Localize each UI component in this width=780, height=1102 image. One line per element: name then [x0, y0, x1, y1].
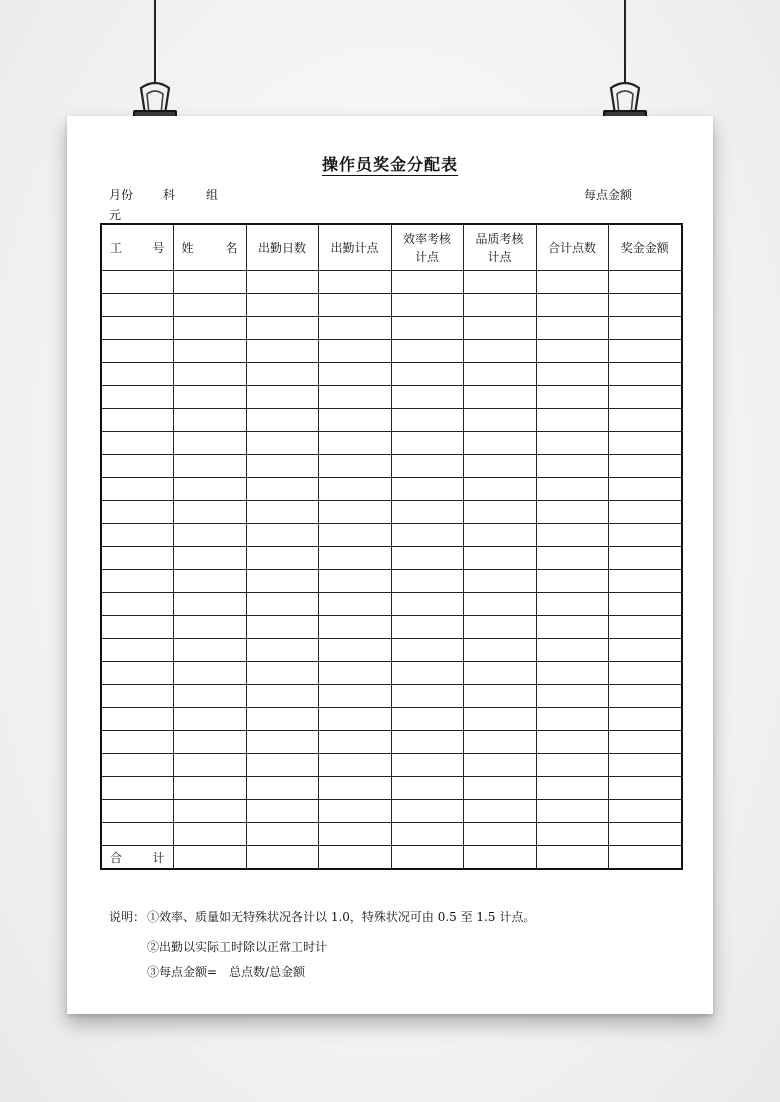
- table-row: [101, 754, 682, 777]
- column-header-line: 计点: [487, 249, 512, 264]
- table-cell[interactable]: [318, 501, 391, 524]
- table-cell[interactable]: [463, 570, 536, 593]
- table-cell[interactable]: [246, 777, 318, 800]
- table-cell[interactable]: [608, 754, 682, 777]
- table-row: [101, 800, 682, 823]
- table-cell[interactable]: [608, 409, 682, 432]
- table-row: [101, 708, 682, 731]
- table-cell[interactable]: [318, 409, 391, 432]
- table-cell[interactable]: [463, 662, 536, 685]
- table-cell[interactable]: [608, 386, 682, 409]
- table-cell[interactable]: [391, 340, 463, 363]
- table-cell[interactable]: [391, 455, 463, 478]
- table-cell[interactable]: [608, 777, 682, 800]
- point-amount-field-label: 每点金额: [584, 188, 633, 202]
- table-cell[interactable]: [536, 455, 608, 478]
- table-cell[interactable]: [318, 823, 391, 846]
- table-cell[interactable]: [246, 685, 318, 708]
- table-cell[interactable]: [246, 639, 318, 662]
- table-cell[interactable]: [318, 317, 391, 340]
- table-cell[interactable]: [173, 708, 246, 731]
- table-cell[interactable]: [536, 754, 608, 777]
- table-cell[interactable]: [318, 777, 391, 800]
- column-header-line: 出勤日数: [257, 240, 306, 255]
- table-row: [101, 294, 682, 317]
- table-cell[interactable]: [318, 685, 391, 708]
- table-cell[interactable]: [463, 340, 536, 363]
- table-cell[interactable]: [463, 547, 536, 570]
- table-cell[interactable]: [101, 478, 173, 501]
- table-cell[interactable]: [463, 478, 536, 501]
- table-cell[interactable]: [246, 271, 318, 294]
- table-cell[interactable]: [536, 294, 608, 317]
- column-header-line: 奖金金额: [620, 240, 669, 255]
- table-cell[interactable]: [463, 616, 536, 639]
- table-cell[interactable]: [608, 294, 682, 317]
- table-cell[interactable]: [391, 409, 463, 432]
- table-cell[interactable]: [536, 823, 608, 846]
- column-header-1: [101, 224, 173, 271]
- table-cell[interactable]: [246, 823, 318, 846]
- table-cell[interactable]: [318, 294, 391, 317]
- table-cell[interactable]: [463, 731, 536, 754]
- table-cell[interactable]: [246, 340, 318, 363]
- table-cell[interactable]: [463, 639, 536, 662]
- total-cell[interactable]: [608, 846, 682, 870]
- table-cell[interactable]: [318, 708, 391, 731]
- paper-sheet: [67, 116, 713, 1014]
- table-cell[interactable]: [608, 432, 682, 455]
- table-cell[interactable]: [101, 777, 173, 800]
- table-cell[interactable]: [391, 616, 463, 639]
- total-cell[interactable]: [463, 846, 536, 870]
- table-row: [101, 662, 682, 685]
- table-cell[interactable]: [391, 685, 463, 708]
- table-cell[interactable]: [101, 501, 173, 524]
- table-cell[interactable]: [391, 478, 463, 501]
- table-cell[interactable]: [536, 317, 608, 340]
- table-cell[interactable]: [463, 271, 536, 294]
- column-header-line: 出勤计点: [330, 240, 379, 255]
- table-cell[interactable]: [318, 754, 391, 777]
- table-cell[interactable]: [246, 501, 318, 524]
- table-cell[interactable]: [101, 708, 173, 731]
- column-header-line: 计点: [414, 249, 439, 264]
- table-cell[interactable]: [318, 662, 391, 685]
- table-cell[interactable]: [173, 662, 246, 685]
- table-row: [101, 432, 682, 455]
- table-cell[interactable]: [173, 800, 246, 823]
- column-header-2: [173, 224, 246, 271]
- table-row: [101, 639, 682, 662]
- total-label-char: 计: [152, 850, 165, 865]
- table-cell[interactable]: [391, 294, 463, 317]
- table-cell[interactable]: [173, 271, 246, 294]
- table-cell[interactable]: [463, 386, 536, 409]
- table-cell[interactable]: [391, 823, 463, 846]
- total-cell[interactable]: [391, 846, 463, 870]
- table-cell[interactable]: [318, 386, 391, 409]
- table-cell[interactable]: [246, 478, 318, 501]
- table-cell[interactable]: [246, 547, 318, 570]
- table-cell[interactable]: [463, 317, 536, 340]
- table-cell[interactable]: [101, 616, 173, 639]
- table-cell[interactable]: [391, 432, 463, 455]
- month-field-label: 月份: [109, 188, 134, 202]
- table-cell[interactable]: [608, 593, 682, 616]
- table-cell[interactable]: [246, 432, 318, 455]
- table-cell[interactable]: [463, 363, 536, 386]
- table-row: [101, 593, 682, 616]
- table-row: [101, 616, 682, 639]
- column-header-char: 工: [110, 240, 123, 255]
- table-cell[interactable]: [391, 708, 463, 731]
- total-label-cell: [101, 846, 173, 870]
- table-cell[interactable]: [608, 800, 682, 823]
- hanging-string-left: [154, 0, 156, 84]
- table-cell[interactable]: [318, 340, 391, 363]
- table-cell[interactable]: [536, 386, 608, 409]
- table-cell[interactable]: [463, 501, 536, 524]
- table-cell[interactable]: [173, 593, 246, 616]
- table-cell[interactable]: [391, 800, 463, 823]
- table-cell[interactable]: [318, 800, 391, 823]
- table-cell[interactable]: [391, 731, 463, 754]
- table-cell[interactable]: [173, 731, 246, 754]
- table-header-row: [101, 224, 682, 271]
- table-row: [101, 731, 682, 754]
- table-cell[interactable]: [608, 547, 682, 570]
- table-cell[interactable]: [608, 708, 682, 731]
- table-row: [101, 685, 682, 708]
- table-cell[interactable]: [391, 363, 463, 386]
- table-cell[interactable]: [536, 708, 608, 731]
- total-row: [101, 846, 682, 870]
- table-cell[interactable]: [101, 754, 173, 777]
- table-cell[interactable]: [391, 662, 463, 685]
- table-cell[interactable]: [246, 455, 318, 478]
- table-row: [101, 363, 682, 386]
- table-row: [101, 524, 682, 547]
- table-cell[interactable]: [246, 708, 318, 731]
- table-cell[interactable]: [173, 340, 246, 363]
- page-title: 操作员奖金分配表: [321, 155, 458, 174]
- column-header-8: [608, 224, 682, 271]
- table-cell[interactable]: [173, 455, 246, 478]
- table-row: [101, 547, 682, 570]
- table-cell[interactable]: [463, 800, 536, 823]
- table-cell[interactable]: [463, 524, 536, 547]
- table-cell[interactable]: [608, 685, 682, 708]
- table-cell[interactable]: [101, 317, 173, 340]
- table-cell[interactable]: [608, 731, 682, 754]
- table-cell[interactable]: [246, 409, 318, 432]
- table-row: [101, 478, 682, 501]
- column-header-6: [463, 224, 536, 271]
- table-cell[interactable]: [318, 570, 391, 593]
- table-cell[interactable]: [463, 432, 536, 455]
- table-cell[interactable]: [608, 363, 682, 386]
- table-cell[interactable]: [173, 317, 246, 340]
- total-cell[interactable]: [173, 846, 246, 870]
- table-cell[interactable]: [173, 777, 246, 800]
- table-cell[interactable]: [318, 547, 391, 570]
- table-cell[interactable]: [463, 685, 536, 708]
- table-cell[interactable]: [173, 570, 246, 593]
- table-cell[interactable]: [536, 363, 608, 386]
- table-cell[interactable]: [173, 501, 246, 524]
- table-row: [101, 823, 682, 846]
- table-cell[interactable]: [391, 271, 463, 294]
- table-cell[interactable]: [536, 524, 608, 547]
- table-cell[interactable]: [246, 524, 318, 547]
- total-cell[interactable]: [318, 846, 391, 870]
- table-cell[interactable]: [536, 662, 608, 685]
- table-cell[interactable]: [536, 478, 608, 501]
- table-cell[interactable]: [318, 616, 391, 639]
- table-cell[interactable]: [536, 616, 608, 639]
- table-cell[interactable]: [536, 731, 608, 754]
- column-header-line: 效率考核: [402, 231, 451, 246]
- table-cell[interactable]: [173, 754, 246, 777]
- currency-unit-label: 元: [109, 208, 122, 222]
- table-cell[interactable]: [101, 570, 173, 593]
- table-cell[interactable]: [318, 593, 391, 616]
- table-row: [101, 455, 682, 478]
- table-cell[interactable]: [608, 823, 682, 846]
- table-cell[interactable]: [318, 639, 391, 662]
- table-cell[interactable]: [246, 317, 318, 340]
- table-cell[interactable]: [173, 363, 246, 386]
- table-cell[interactable]: [101, 823, 173, 846]
- column-header-char: 名: [225, 240, 238, 255]
- table-cell[interactable]: [246, 593, 318, 616]
- table-cell[interactable]: [391, 386, 463, 409]
- table-cell[interactable]: [608, 501, 682, 524]
- total-label-char: 合: [110, 850, 123, 865]
- table-cell[interactable]: [173, 524, 246, 547]
- table-cell[interactable]: [536, 409, 608, 432]
- table-cell[interactable]: [536, 570, 608, 593]
- table-cell[interactable]: [608, 616, 682, 639]
- table-cell[interactable]: [318, 731, 391, 754]
- column-header-3: [246, 224, 318, 271]
- note-item-2: ②出勤以实际工时除以正常工时计: [147, 940, 328, 954]
- table-cell[interactable]: [391, 777, 463, 800]
- table-cell[interactable]: [318, 363, 391, 386]
- table-row: [101, 386, 682, 409]
- table-cell[interactable]: [318, 524, 391, 547]
- table-row: [101, 317, 682, 340]
- table-cell[interactable]: [173, 432, 246, 455]
- table-cell[interactable]: [608, 271, 682, 294]
- table-cell[interactable]: [101, 731, 173, 754]
- column-header-4: [318, 224, 391, 271]
- table-cell[interactable]: [101, 455, 173, 478]
- column-header-line: 品质考核: [475, 231, 524, 246]
- table-cell[interactable]: [391, 501, 463, 524]
- hanging-string-right: [624, 0, 626, 84]
- table-cell[interactable]: [608, 524, 682, 547]
- table-cell[interactable]: [101, 593, 173, 616]
- table-cell[interactable]: [608, 639, 682, 662]
- table-cell[interactable]: [101, 363, 173, 386]
- table-cell[interactable]: [608, 478, 682, 501]
- total-cell[interactable]: [246, 846, 318, 870]
- table-cell[interactable]: [463, 409, 536, 432]
- table-cell[interactable]: [246, 386, 318, 409]
- group-field-label: 组: [206, 188, 219, 202]
- table-cell[interactable]: [173, 478, 246, 501]
- table-row: [101, 501, 682, 524]
- table-cell[interactable]: [463, 708, 536, 731]
- table-cell[interactable]: [173, 547, 246, 570]
- table-row: [101, 340, 682, 363]
- table-cell[interactable]: [101, 524, 173, 547]
- column-header-7: [536, 224, 608, 271]
- table-row: [101, 570, 682, 593]
- department-field-label: 科: [163, 188, 176, 202]
- table-cell[interactable]: [536, 340, 608, 363]
- table-cell[interactable]: [101, 386, 173, 409]
- table-cell[interactable]: [101, 639, 173, 662]
- table-cell[interactable]: [463, 455, 536, 478]
- table-cell[interactable]: [318, 455, 391, 478]
- table-cell[interactable]: [463, 777, 536, 800]
- table-row: [101, 777, 682, 800]
- table-cell[interactable]: [608, 455, 682, 478]
- table-cell[interactable]: [246, 616, 318, 639]
- table-cell[interactable]: [608, 662, 682, 685]
- bonus-allocation-table: [100, 223, 683, 870]
- table-cell[interactable]: [101, 662, 173, 685]
- table-cell[interactable]: [246, 731, 318, 754]
- table-cell[interactable]: [318, 432, 391, 455]
- table-cell[interactable]: [173, 294, 246, 317]
- table-cell[interactable]: [246, 570, 318, 593]
- table-cell[interactable]: [101, 432, 173, 455]
- table-cell[interactable]: [101, 271, 173, 294]
- table-cell[interactable]: [536, 639, 608, 662]
- table-cell[interactable]: [536, 777, 608, 800]
- table-row: [101, 409, 682, 432]
- table-cell[interactable]: [391, 524, 463, 547]
- column-header-char: 号: [152, 240, 165, 255]
- note-item-1: ①效率、质量如无特殊状况各计以 1.0，特殊状况可由 0.5 至 1.5 计点。: [147, 910, 536, 924]
- table-cell[interactable]: [246, 363, 318, 386]
- table-row: [101, 271, 682, 294]
- table-cell[interactable]: [536, 271, 608, 294]
- table-cell[interactable]: [391, 547, 463, 570]
- table-cell[interactable]: [173, 823, 246, 846]
- table-cell[interactable]: [101, 340, 173, 363]
- table-cell[interactable]: [463, 823, 536, 846]
- table-cell[interactable]: [173, 685, 246, 708]
- table-cell[interactable]: [391, 639, 463, 662]
- table-cell[interactable]: [536, 593, 608, 616]
- table-cell[interactable]: [536, 800, 608, 823]
- table-cell[interactable]: [536, 685, 608, 708]
- table-cell[interactable]: [608, 340, 682, 363]
- table-body: [101, 271, 682, 870]
- table-cell[interactable]: [246, 662, 318, 685]
- table-cell[interactable]: [173, 616, 246, 639]
- table-cell[interactable]: [608, 570, 682, 593]
- table-cell[interactable]: [536, 501, 608, 524]
- table-cell[interactable]: [173, 409, 246, 432]
- table-cell[interactable]: [173, 386, 246, 409]
- table-cell[interactable]: [318, 478, 391, 501]
- table-cell[interactable]: [391, 593, 463, 616]
- table-cell[interactable]: [391, 754, 463, 777]
- table-cell[interactable]: [608, 317, 682, 340]
- column-header-char: 姓: [181, 240, 194, 255]
- total-cell[interactable]: [536, 846, 608, 870]
- table-cell[interactable]: [318, 271, 391, 294]
- table-cell[interactable]: [101, 294, 173, 317]
- note-item-3: ③每点金额= 总点数/总金额: [147, 965, 306, 979]
- table-cell[interactable]: [536, 547, 608, 570]
- table-cell[interactable]: [101, 547, 173, 570]
- table-cell[interactable]: [391, 570, 463, 593]
- table-cell[interactable]: [391, 317, 463, 340]
- table-cell[interactable]: [463, 294, 536, 317]
- notes-label: 说明：: [109, 910, 146, 924]
- table-cell[interactable]: [101, 800, 173, 823]
- table-cell[interactable]: [246, 294, 318, 317]
- table-cell[interactable]: [246, 754, 318, 777]
- table-cell[interactable]: [536, 432, 608, 455]
- column-header-5: [391, 224, 463, 271]
- table-cell[interactable]: [463, 593, 536, 616]
- table-cell[interactable]: [173, 639, 246, 662]
- table-cell[interactable]: [101, 409, 173, 432]
- column-header-line: 合计点数: [547, 240, 596, 255]
- table-cell[interactable]: [101, 685, 173, 708]
- table-cell[interactable]: [246, 800, 318, 823]
- table-cell[interactable]: [463, 754, 536, 777]
